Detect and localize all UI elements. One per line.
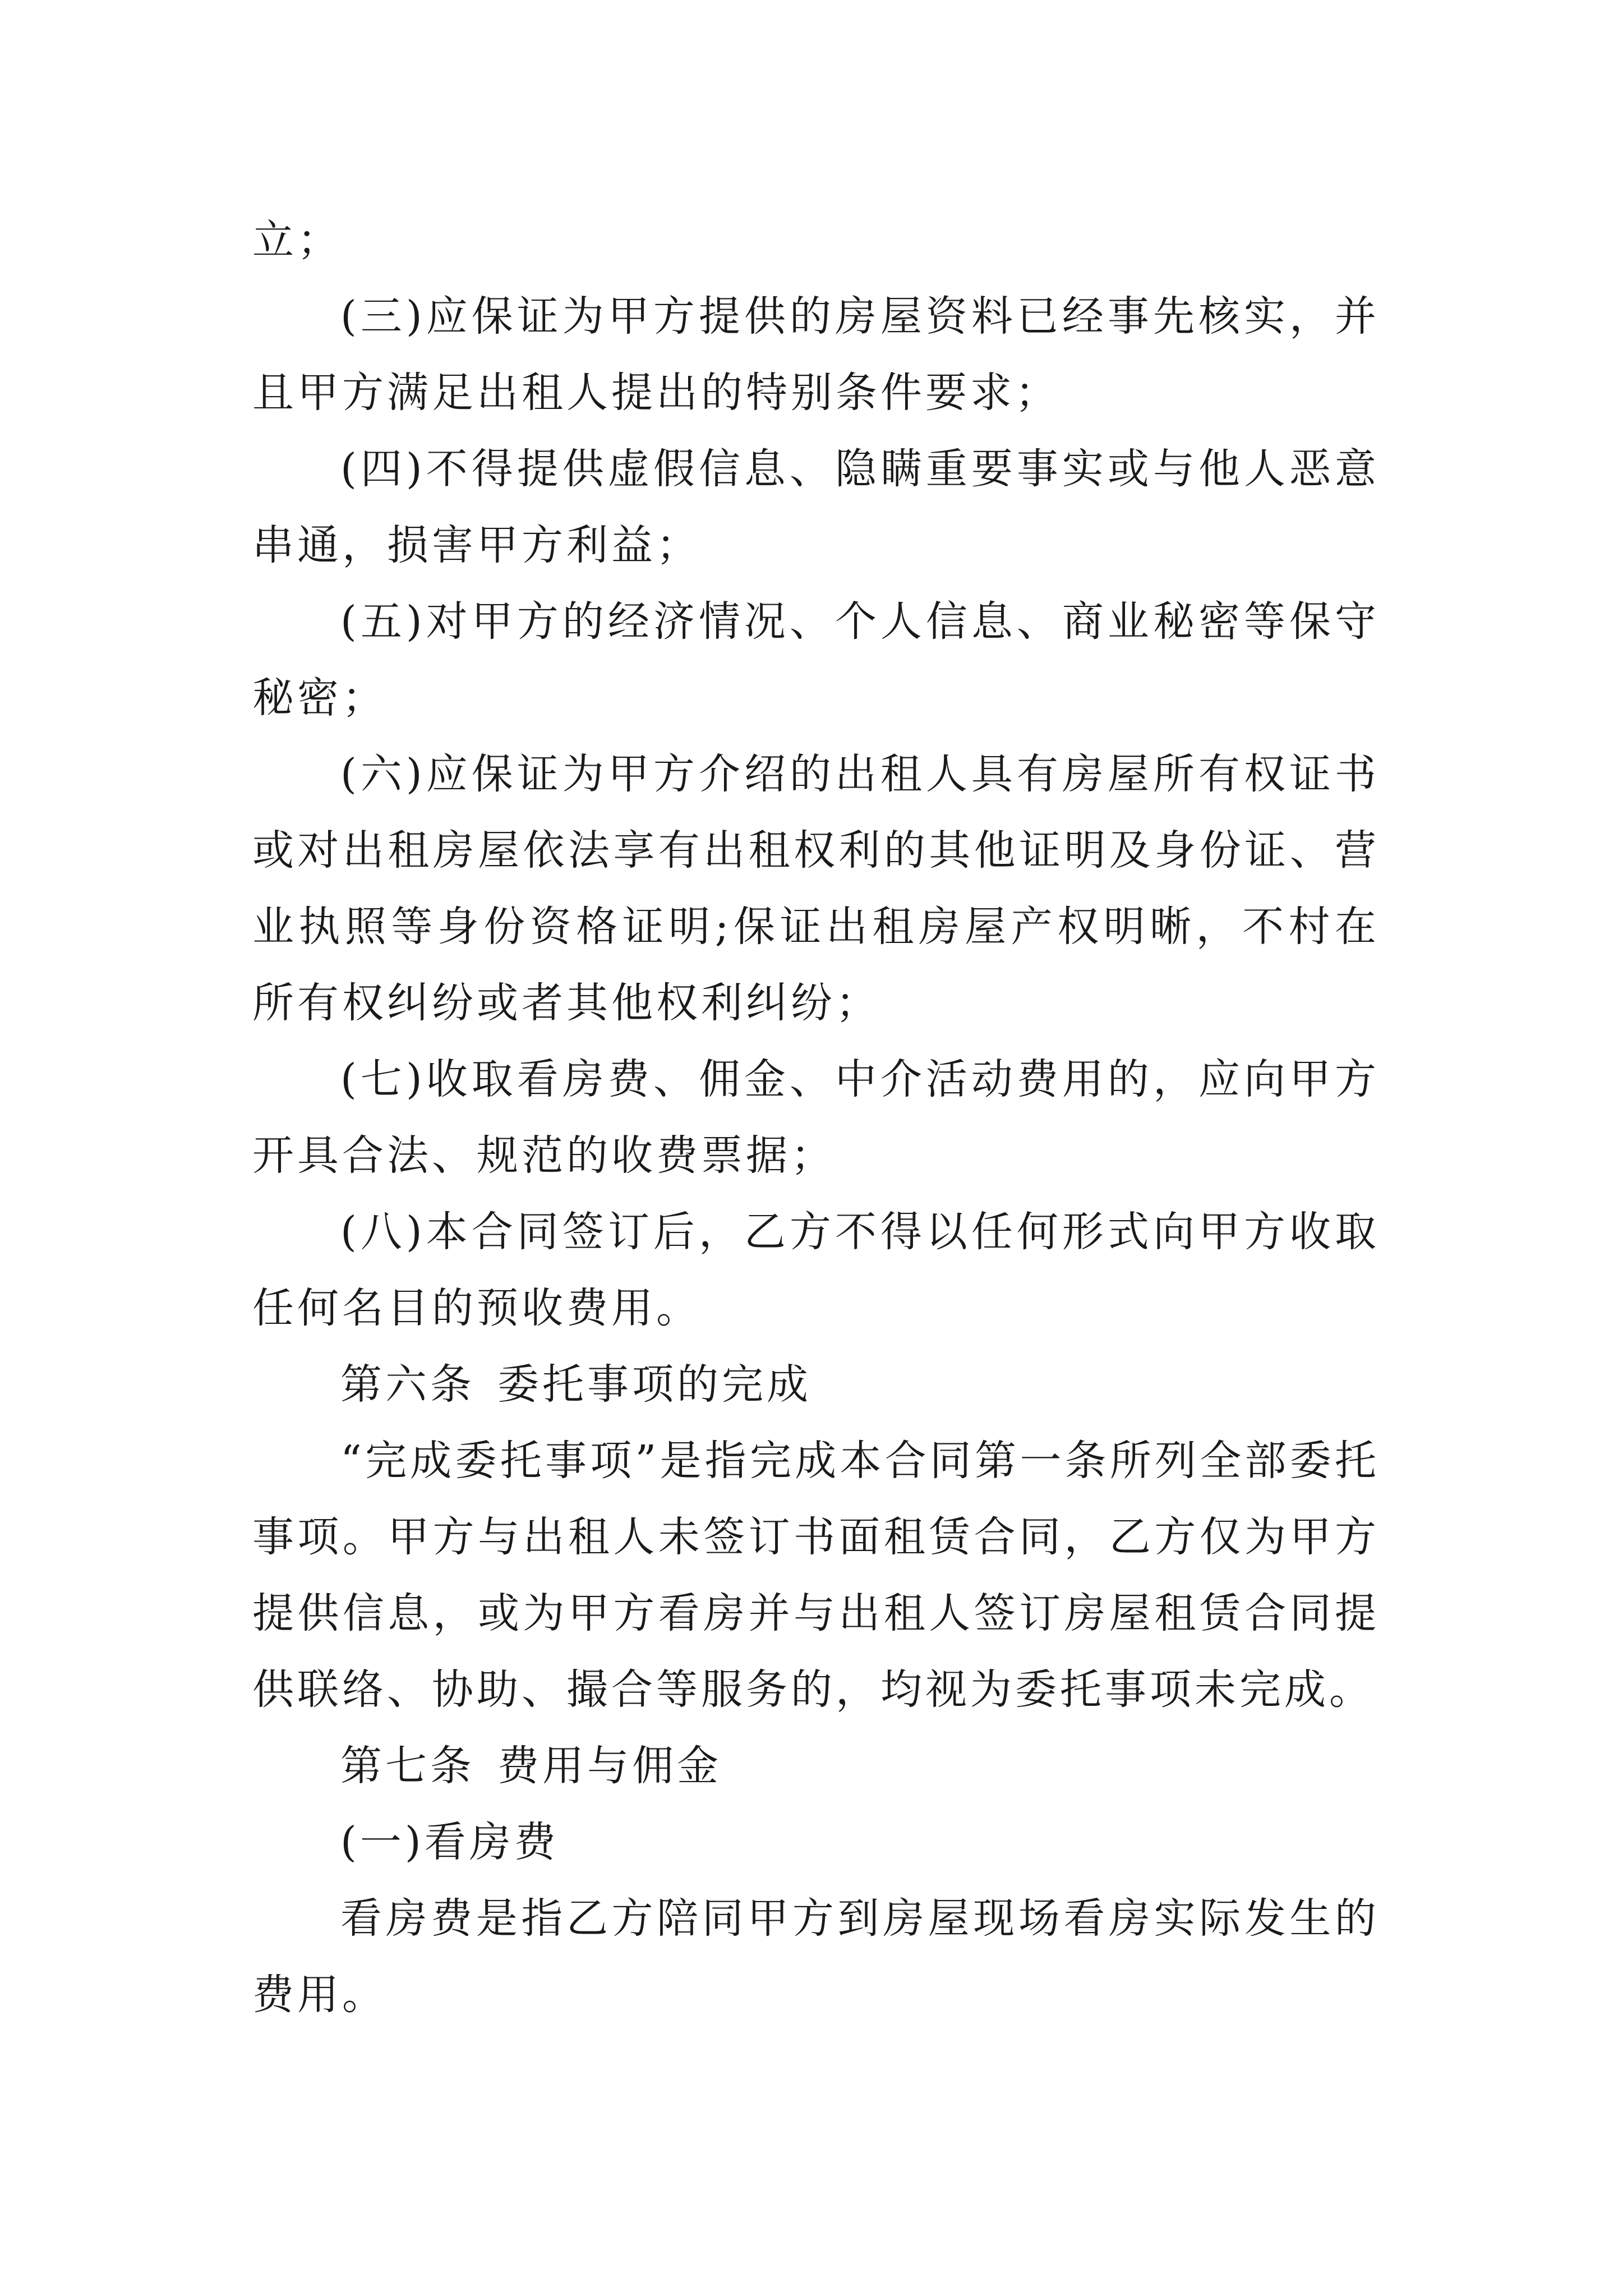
clause-item-3: (三)应保证为甲方提供的房屋资料已经事先核实，并且甲方满足出租人提出的特别条件要求；: [252, 292, 1380, 417]
article-6-number: 第六条: [340, 1360, 475, 1409]
article-7-subsection-1-title: (一)看房费: [340, 1818, 559, 1866]
clause-item-4: (四)不得提供虚假信息、隐瞒重要事实或与他人恶意串通，损害甲方利益；: [252, 445, 1380, 569]
article-6-heading: [252, 1346, 1380, 1423]
article-7-title: 费用与佣金: [497, 1742, 722, 1790]
article-7-subsection-1-body: 看房费是指乙方陪同甲方到房屋现场看房实际发生的费用。: [252, 1894, 1380, 2019]
clause-item-5: (五)对甲方的经济情况、个人信息、商业秘密等保守秘密；: [252, 597, 1380, 722]
document-body: [252, 202, 1380, 2033]
clause-item-8: (八)本合同签订后，乙方不得以任何形式向甲方收取任何名目的预收费用。: [252, 1208, 1380, 1332]
clause-item-6: (六)应保证为甲方介绍的出租人具有房屋所有权证书或对出租房屋依法享有出租权利的其他证明及身份证、营业执照等身份资格证明;保证出租房屋产权明晰，不村在所有权纠纷或者其他权利纠纷；: [252, 750, 1380, 1027]
clause-item-7: (七)收取看房费、佣金、中介活动费用的，应向甲方开具合法、规范的收费票据；: [252, 1055, 1380, 1180]
article-7-heading: [252, 1728, 1380, 1804]
continuation-line: 立；: [252, 216, 342, 264]
article-6-title: 委托事项的完成: [497, 1360, 811, 1409]
article-7-number: 第七条: [340, 1742, 475, 1790]
article-6-body: “完成委托事项”是指完成本合同第一条所列全部委托事项。甲方与出租人未签订书面租赁合同，乙方仅为甲方提供信息，或为甲方看房并与出租人签订房屋租赁合同提供联络、协助、撮合等服务的，均视为委托事项未完成。: [252, 1437, 1380, 1714]
